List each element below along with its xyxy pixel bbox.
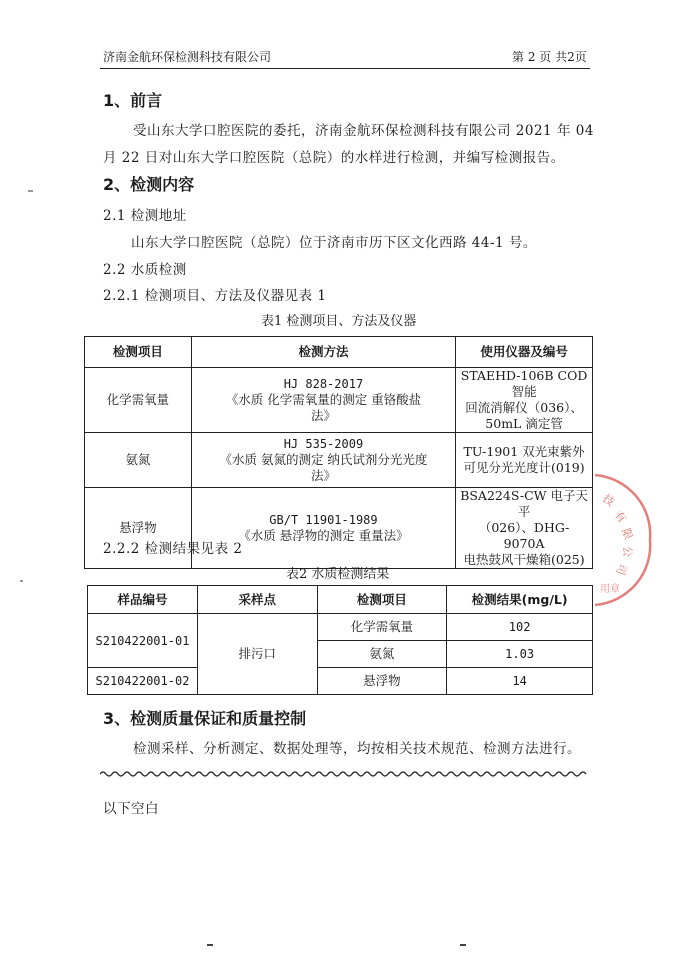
- wavy-divider: [100, 770, 590, 778]
- svg-text:公: 公: [621, 546, 634, 557]
- table2-result-cell: 102: [447, 614, 593, 641]
- instrument-line: TU-1901 双光束紫外: [463, 444, 585, 459]
- svg-text:司: 司: [613, 561, 630, 577]
- method-line: 法》: [310, 468, 336, 483]
- section-2-2-title: 2.2 水质检测: [103, 262, 187, 278]
- instrument-line: 50mL 滴定管: [485, 416, 563, 431]
- table2-header-sample: 样品编号: [88, 586, 198, 614]
- method-line: 《水质 氨氮的测定 纳氏试剂分光光度: [219, 452, 428, 467]
- section-2-title: 2、检测内容: [103, 175, 195, 194]
- table1: [84, 336, 593, 569]
- svg-text:限: 限: [619, 526, 636, 542]
- instrument-line: 可见分光光度计(019): [463, 460, 585, 475]
- header-company: 济南金航环保检测科技有限公司: [103, 50, 272, 64]
- instrument-line: 电热鼓风干燥箱(025): [463, 552, 585, 567]
- method-code: GB/T 11901-1989: [269, 513, 378, 527]
- table2-header-row: [88, 586, 593, 614]
- table-row: [85, 433, 593, 488]
- table2-item-cell: 化学需氧量: [317, 614, 447, 641]
- table-row: [85, 368, 593, 433]
- table2-sample-cell: S210422001-01: [88, 614, 198, 668]
- table2-header-item: 检测项目: [317, 586, 447, 614]
- method-line: 《水质 悬浮物的测定 重量法》: [238, 528, 409, 543]
- svg-text:技: 技: [600, 491, 617, 509]
- section-2-2-1-title: 2.2.1 检测项目、方法及仪器见表 1: [103, 288, 327, 304]
- method-line: 法》: [310, 408, 336, 423]
- section-3-title: 3、检测质量保证和质量控制: [103, 709, 307, 728]
- section-2-1-title: 2.1 检测地址: [103, 208, 187, 224]
- table1-instrument-cell: [456, 368, 593, 433]
- table1-method-cell: [191, 368, 455, 433]
- table1-header-method: 检测方法: [191, 337, 455, 368]
- svg-text:用章: 用章: [600, 584, 620, 595]
- scan-speck: [460, 944, 466, 946]
- section-2-1-text: 山东大学口腔医院（总院）位于济南市历下区文化西路 44-1 号。: [131, 235, 537, 251]
- table2-point-cell: 排污口: [197, 614, 317, 695]
- table-row: [88, 614, 593, 641]
- section-1-title: 1、前言: [103, 91, 163, 110]
- method-line: 《水质 化学需氧量的测定 重铬酸盐: [225, 392, 422, 407]
- table1-item-cell: 悬浮物: [85, 488, 192, 569]
- table-row: [88, 668, 593, 695]
- section-1-text-line1: 受山东大学口腔医院的委托，济南金航环保检测科技有限公司 2021 年 04: [133, 123, 594, 139]
- header-rule: [100, 68, 590, 69]
- table1-header-instrument: 使用仪器及编号: [456, 337, 593, 368]
- table1-item-cell: 氨氮: [85, 433, 192, 488]
- table1-caption: 表1 检测项目、方法及仪器: [261, 314, 417, 329]
- table2-caption: 表2 水质检测结果: [286, 567, 390, 582]
- method-code: HJ 535-2009: [283, 437, 364, 451]
- table1-header-item: 检测项目: [85, 337, 192, 368]
- table2-header-result: 检测结果(mg/L): [447, 586, 593, 614]
- section-2-2-2-title: 2.2.2 检测结果见表 2: [103, 541, 243, 557]
- instrument-line: （026）、DHG-9070A: [478, 520, 570, 551]
- method-code: HJ 828-2017: [283, 377, 364, 391]
- scan-speck: [20, 580, 23, 582]
- section-3-text: 检测采样、分析测定、数据处理等，均按相关技术规范、检测方法进行。: [133, 741, 581, 757]
- table1-method-cell: [191, 433, 455, 488]
- scan-speck: [28, 190, 33, 192]
- table1-instrument-cell: [456, 488, 593, 569]
- table1-item-cell: 化学需氧量: [85, 368, 192, 433]
- instrument-line: BSA224S-CW 电子天平: [460, 488, 588, 519]
- table2-sample-cell: S210422001-02: [88, 668, 198, 695]
- table2-header-point: 采样点: [197, 586, 317, 614]
- table2: [87, 585, 593, 695]
- table1-instrument-cell: [456, 433, 593, 488]
- blank-note: 以下空白: [103, 801, 159, 817]
- table2-result-cell: 1.03: [447, 641, 593, 668]
- instrument-line: 回流消解仪（036）、: [465, 400, 583, 415]
- table2-item-cell: 氨氮: [317, 641, 447, 668]
- instrument-line: STAEHD-106B COD 智能: [460, 368, 588, 399]
- svg-text:有: 有: [611, 508, 629, 526]
- header-page-number: 第 2 页 共2页: [512, 50, 587, 64]
- table1-header-row: [85, 337, 593, 368]
- section-1-text-line2: 月 22 日对山东大学口腔医院（总院）的水样进行检测，并编写检测报告。: [103, 150, 565, 166]
- company-seal-stamp: [590, 470, 660, 610]
- table2-result-cell: 14: [447, 668, 593, 695]
- table2-item-cell: 悬浮物: [317, 668, 447, 695]
- scan-speck: [207, 944, 213, 946]
